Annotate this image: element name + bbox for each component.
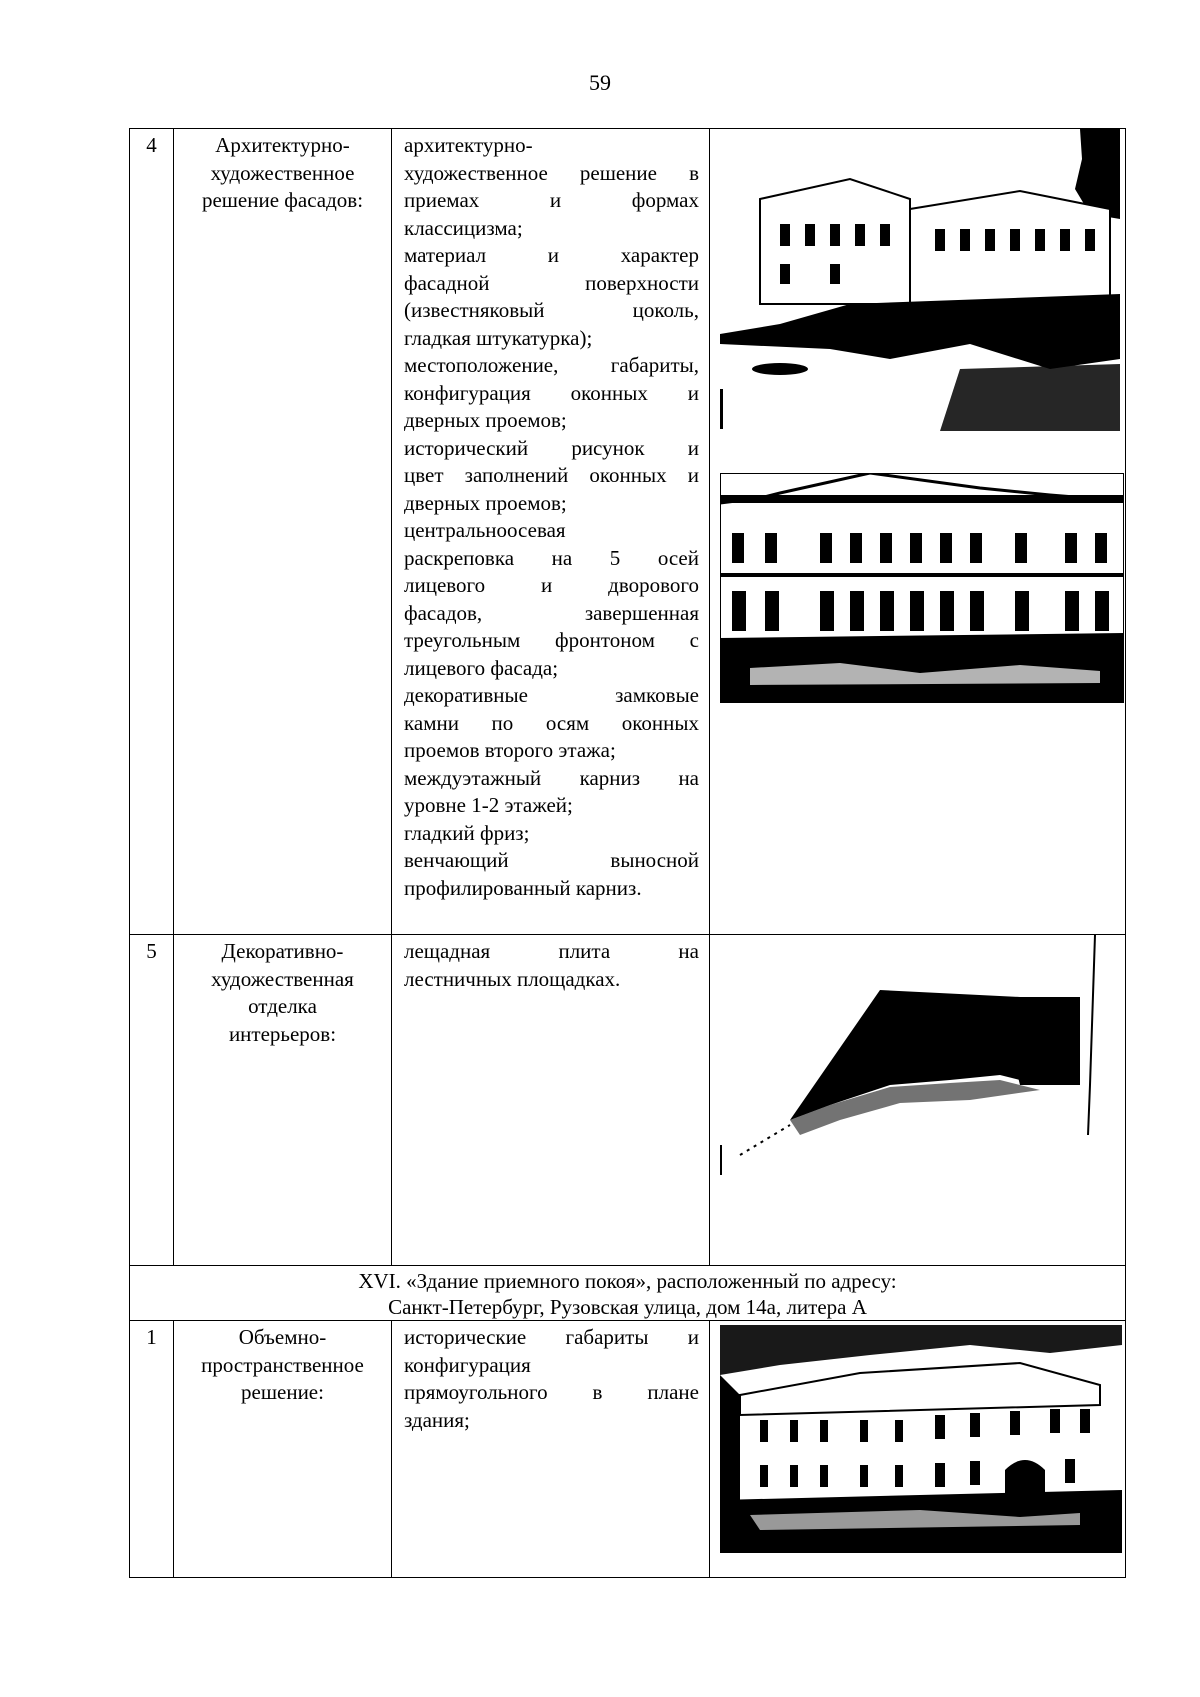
desc-line: дверных проемов;: [404, 408, 567, 432]
section-title: XVI. «Здание приемного покоя», расположенный по адресу:: [358, 1269, 897, 1293]
desc-line: лестничных площадках.: [404, 966, 621, 991]
row-number: 4: [130, 129, 174, 935]
desc-line: профилированный карниз.: [404, 875, 642, 900]
heritage-table: [129, 128, 1126, 1578]
name-line: Объемно-: [238, 1325, 327, 1349]
row-number: 1: [130, 1321, 174, 1578]
row-number: 5: [130, 935, 174, 1266]
desc-line: лицевого фасада;: [404, 655, 559, 680]
staircase-photo: [720, 935, 1124, 1195]
row-name: [174, 129, 392, 935]
desc-line: (известняковый цоколь,: [404, 298, 699, 322]
desc-line: местоположение, габариты,: [404, 353, 699, 377]
photo-cell: [710, 1321, 1126, 1578]
desc-line: центральноосевая: [404, 518, 566, 542]
reception-building-photo: [720, 1325, 1122, 1553]
desc-line: приемах и формах: [404, 188, 699, 212]
desc-line: уровне 1-2 этажей;: [404, 793, 573, 817]
facade-photo: [720, 473, 1124, 703]
desc-line: гладкая штукатурка);: [404, 325, 593, 350]
desc-line: классицизма;: [404, 215, 523, 240]
desc-line: фасадной поверхности: [404, 270, 699, 295]
desc-line: исторические габариты и: [404, 1325, 699, 1349]
photo-cell: [710, 129, 1126, 935]
name-line: пространственное: [201, 1352, 364, 1377]
name-line: художественное: [210, 160, 355, 185]
desc-line: лицевого и дворового: [404, 573, 699, 597]
desc-line: здания;: [404, 1407, 470, 1432]
page-number: 59: [589, 70, 611, 95]
name-line: отделка: [248, 994, 317, 1018]
row-name: [174, 935, 392, 1266]
desc-line: проемов второго этажа;: [404, 738, 616, 762]
desc-line: треугольным фронтоном с: [404, 628, 699, 652]
table-row: [130, 129, 1126, 935]
desc-line: прямоугольного в плане: [404, 1380, 699, 1404]
desc-line: фасадов, завершенная: [404, 600, 699, 625]
desc-line: конфигурация оконных и: [404, 380, 699, 405]
desc-line: декоративные замковые: [404, 683, 699, 707]
desc-line: конфигурация: [404, 1352, 531, 1377]
row-description: [392, 129, 710, 935]
desc-line: гладкий фриз;: [404, 820, 530, 845]
desc-line: лещадная плита на: [404, 939, 699, 963]
photo-cell: [710, 935, 1126, 1266]
table-row: [130, 935, 1126, 1266]
row-description: [392, 935, 710, 1266]
desc-line: художественное решение в: [404, 160, 699, 185]
row-name: [174, 1321, 392, 1578]
desc-line: камни по осям оконных: [404, 710, 699, 735]
section-header: [130, 1266, 1126, 1321]
name-line: Декоративно-: [221, 939, 344, 963]
desc-line: исторический рисунок и: [404, 435, 699, 460]
name-line: решение фасадов:: [201, 188, 364, 212]
name-line: Архитектурно-: [215, 133, 350, 157]
building-photo: [720, 129, 1120, 431]
name-line: интерьеров:: [228, 1021, 337, 1046]
desc-line: цвет заполнений оконных и: [404, 463, 699, 487]
desc-line: раскреповка на 5 осей: [404, 545, 699, 570]
table-row: [130, 1321, 1126, 1578]
desc-line: дверных проемов;: [404, 490, 567, 515]
name-line: художественная: [211, 966, 354, 991]
desc-line: междуэтажный карниз на: [404, 765, 699, 790]
section-address: Санкт-Петербург, Рузовская улица, дом 14а, литера А: [388, 1295, 867, 1319]
row-description: [392, 1321, 710, 1578]
desc-line: архитектурно-: [404, 133, 533, 157]
desc-line: венчающий выносной: [404, 848, 699, 872]
desc-line: материал и характер: [404, 243, 699, 267]
name-line: решение:: [241, 1380, 324, 1404]
section-row: [130, 1266, 1126, 1321]
